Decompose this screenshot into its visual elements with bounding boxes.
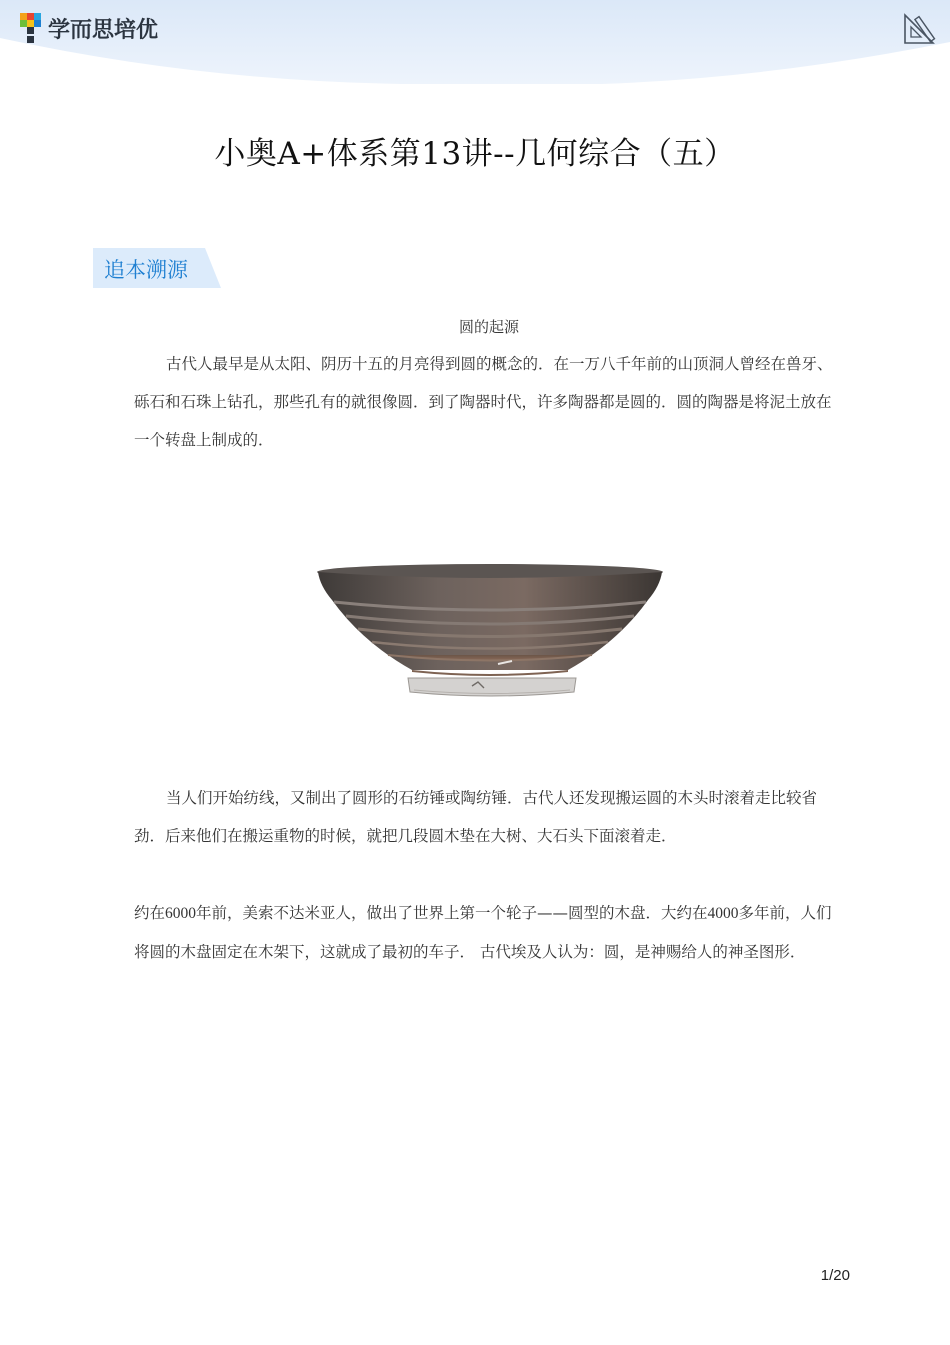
content-subtitle: 圆的起源 <box>458 318 519 336</box>
page-number: 1/20 <box>820 1267 850 1284</box>
section-tag <box>93 248 221 288</box>
paragraph-1: 古代人最早是从太阳、阴历十五的月亮得到圆的概念的．在一万八千年前的山顶洞人曾经在兽牙、砾石和石珠上钻孔，那些孔有的就很像圆．到了陶器时代，许多陶器都是圆的．圆的陶器是将泥土放在一个转盘上制成的． <box>134 355 833 449</box>
page-title: 小奥A+体系第13讲--几何综合（五） <box>214 136 736 172</box>
brand-logo-mark-icon <box>18 11 44 45</box>
paragraph-3-text-e: 多年前，人们将圆的木盘固定在木架下，这就成了最初的车子． 古代埃及人认为：圆，是神赐给人的神圣图形． <box>134 904 832 961</box>
paragraph-3-text-a: 约在 <box>134 904 166 922</box>
paragraph-3 <box>134 894 846 971</box>
section-tag-label: 追本溯源 <box>104 258 188 282</box>
pottery-bowl-image <box>312 560 668 708</box>
ruler-triangle-icon <box>902 12 936 46</box>
brand-name: 学而思培优 <box>48 17 159 43</box>
paragraph-3-year-6000: 6000 <box>165 905 197 922</box>
brand-logo <box>18 10 158 46</box>
paragraph-2: 当人们开始纺线，又制出了圆形的石纺锤或陶纺锤．古代人还发现搬运圆的木头时滚着走比较省劲．后来他们在搬运重物的时候，就把几段圆木垫在大树、大石头下面滚着走． <box>134 789 818 845</box>
paragraph-3-year-4000: 4000 <box>707 905 739 922</box>
paragraph-3-text-c: 年前，美索不达米亚人，做出了世界上第一个轮子——圆型的木盘．大约在 <box>196 904 708 922</box>
